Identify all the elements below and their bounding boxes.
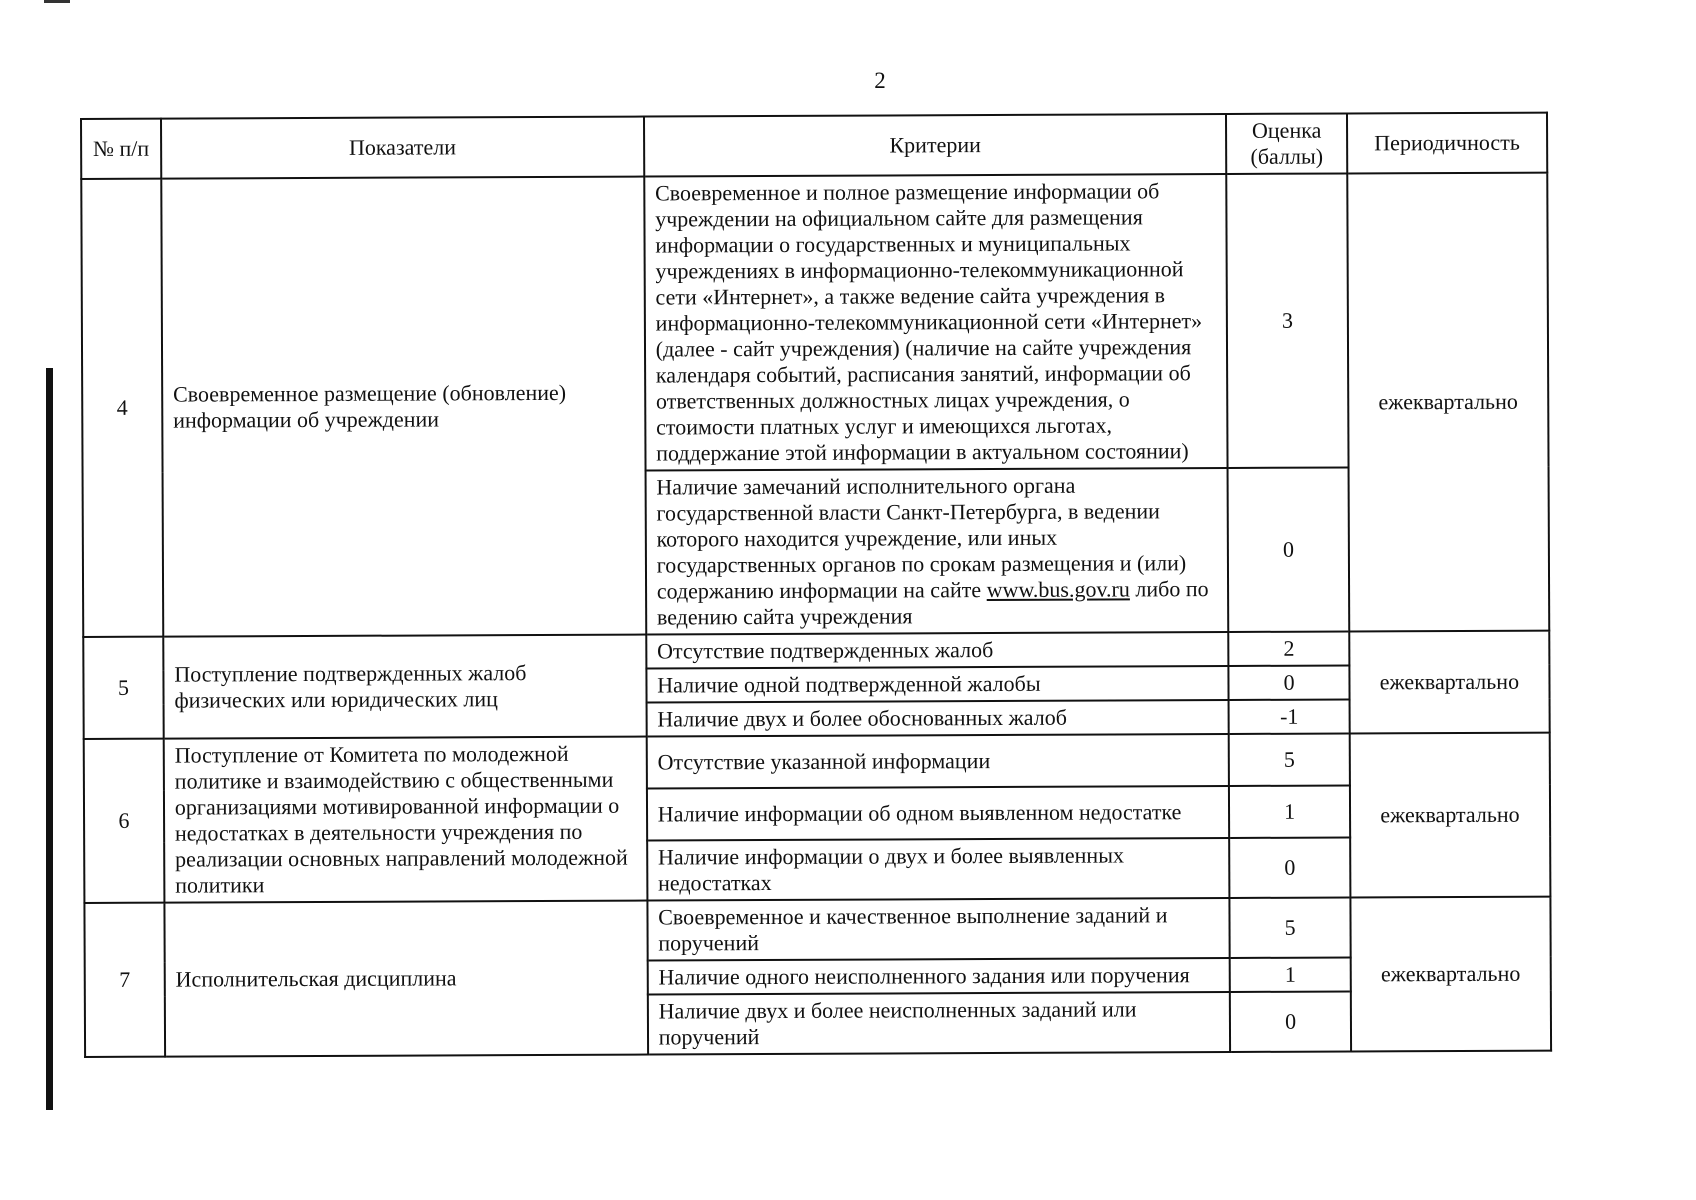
row-number: 6 — [84, 739, 165, 903]
periodicity-cell: ежеквартально — [1350, 897, 1551, 1052]
header-indicators: Показатели — [161, 117, 644, 179]
header-score: Оценка (баллы) — [1226, 113, 1347, 174]
header-num: № п/п — [81, 119, 161, 179]
score-cell: 1 — [1229, 785, 1350, 838]
indicator-cell: Поступление от Комитета по молодежной политике и взаимодействию с общественными организациями мотивированной информации о недостатках в деятельности учреждения по реализации основных направлений молодежной политики — [164, 737, 648, 903]
criterion-text-before: Наличие замечаний исполнительного органа государственной власти Санкт-Петербурга, в ведении которого находится учреждение, или иных государственных органов по срокам размещения и (или) содержанию информации на сайте — [656, 472, 1187, 604]
table-row — [84, 733, 1550, 791]
criterion-cell: Наличие двух и более обоснованных жалоб — [646, 700, 1229, 737]
criterion-cell: Отсутствие указанной информации — [646, 734, 1229, 789]
indicator-cell: Поступление подтвержденных жалоб физических или юридических лиц — [163, 635, 646, 739]
criterion-text-after: либо по ведению сайта учреждения — [656, 576, 1209, 630]
indicator-cell: Исполнительская дисциплина — [164, 901, 648, 1057]
score-cell: 0 — [1229, 837, 1350, 898]
criterion-cell: Наличие одного неисполненного задания или поручения — [647, 958, 1230, 995]
criterion-cell: Наличие двух и более неисполненных заданий или поручений — [648, 992, 1231, 1055]
score-cell: 0 — [1230, 991, 1351, 1052]
criterion-cell: Отсутствие подтвержденных жалоб — [646, 632, 1229, 669]
periodicity-cell: ежеквартально — [1349, 631, 1550, 734]
criterion-cell — [645, 468, 1228, 635]
periodicity-cell: ежеквартально — [1350, 733, 1551, 898]
table-row — [81, 173, 1548, 473]
page-number: 2 — [874, 68, 886, 93]
score-cell: 0 — [1228, 467, 1349, 632]
score-cell: 5 — [1229, 733, 1350, 786]
criterion-cell: Своевременное и качественное выполнение заданий и поручений — [647, 898, 1230, 961]
row-number: 5 — [83, 637, 163, 739]
criteria-table — [80, 112, 1552, 1058]
score-cell: 5 — [1230, 897, 1351, 958]
criterion-cell: Своевременное и полное размещение информации об учреждении на официальном сайте для размещения информации о государственных и муниципальных учреждениях в информационно-телекоммуникационной сети «Интернет», а также ведение сайта учреждения в информационно-телекоммуникационной сети «Интернет» (далее - сайт учреждения) (наличие на сайте учреждения календаря событий, расписания занятий, информации об ответственных должностных лицах учреждения, о стоимости платных услуг и имеющихся льготах, поддержание этой информации в актуальном состоянии) — [644, 174, 1228, 471]
criterion-cell: Наличие информации о двух и более выявленных недостатках — [647, 838, 1230, 901]
header-criteria: Критерии — [644, 114, 1227, 177]
criterion-cell: Наличие информации об одном выявленном недостатке — [647, 786, 1230, 841]
table-header-row — [81, 113, 1547, 179]
bus-gov-link[interactable]: www.bus.gov.ru — [986, 576, 1130, 603]
score-cell: 2 — [1229, 631, 1350, 666]
header-periodicity: Периодичность — [1347, 113, 1547, 174]
criterion-cell: Наличие одной подтвержденной жалобы — [646, 666, 1229, 703]
row-number: 4 — [81, 179, 163, 637]
scan-edge-mark — [44, 0, 70, 3]
indicator-cell: Своевременное размещение (обновление) информации об учреждении — [161, 177, 646, 637]
periodicity-cell: ежеквартально — [1347, 173, 1549, 632]
score-cell: -1 — [1229, 699, 1350, 734]
score-cell: 3 — [1227, 173, 1349, 468]
row-number: 7 — [84, 903, 165, 1057]
score-cell: 1 — [1230, 957, 1351, 992]
score-cell: 0 — [1229, 665, 1350, 700]
table-row — [84, 897, 1550, 963]
scan-binding-bar — [46, 368, 53, 1110]
